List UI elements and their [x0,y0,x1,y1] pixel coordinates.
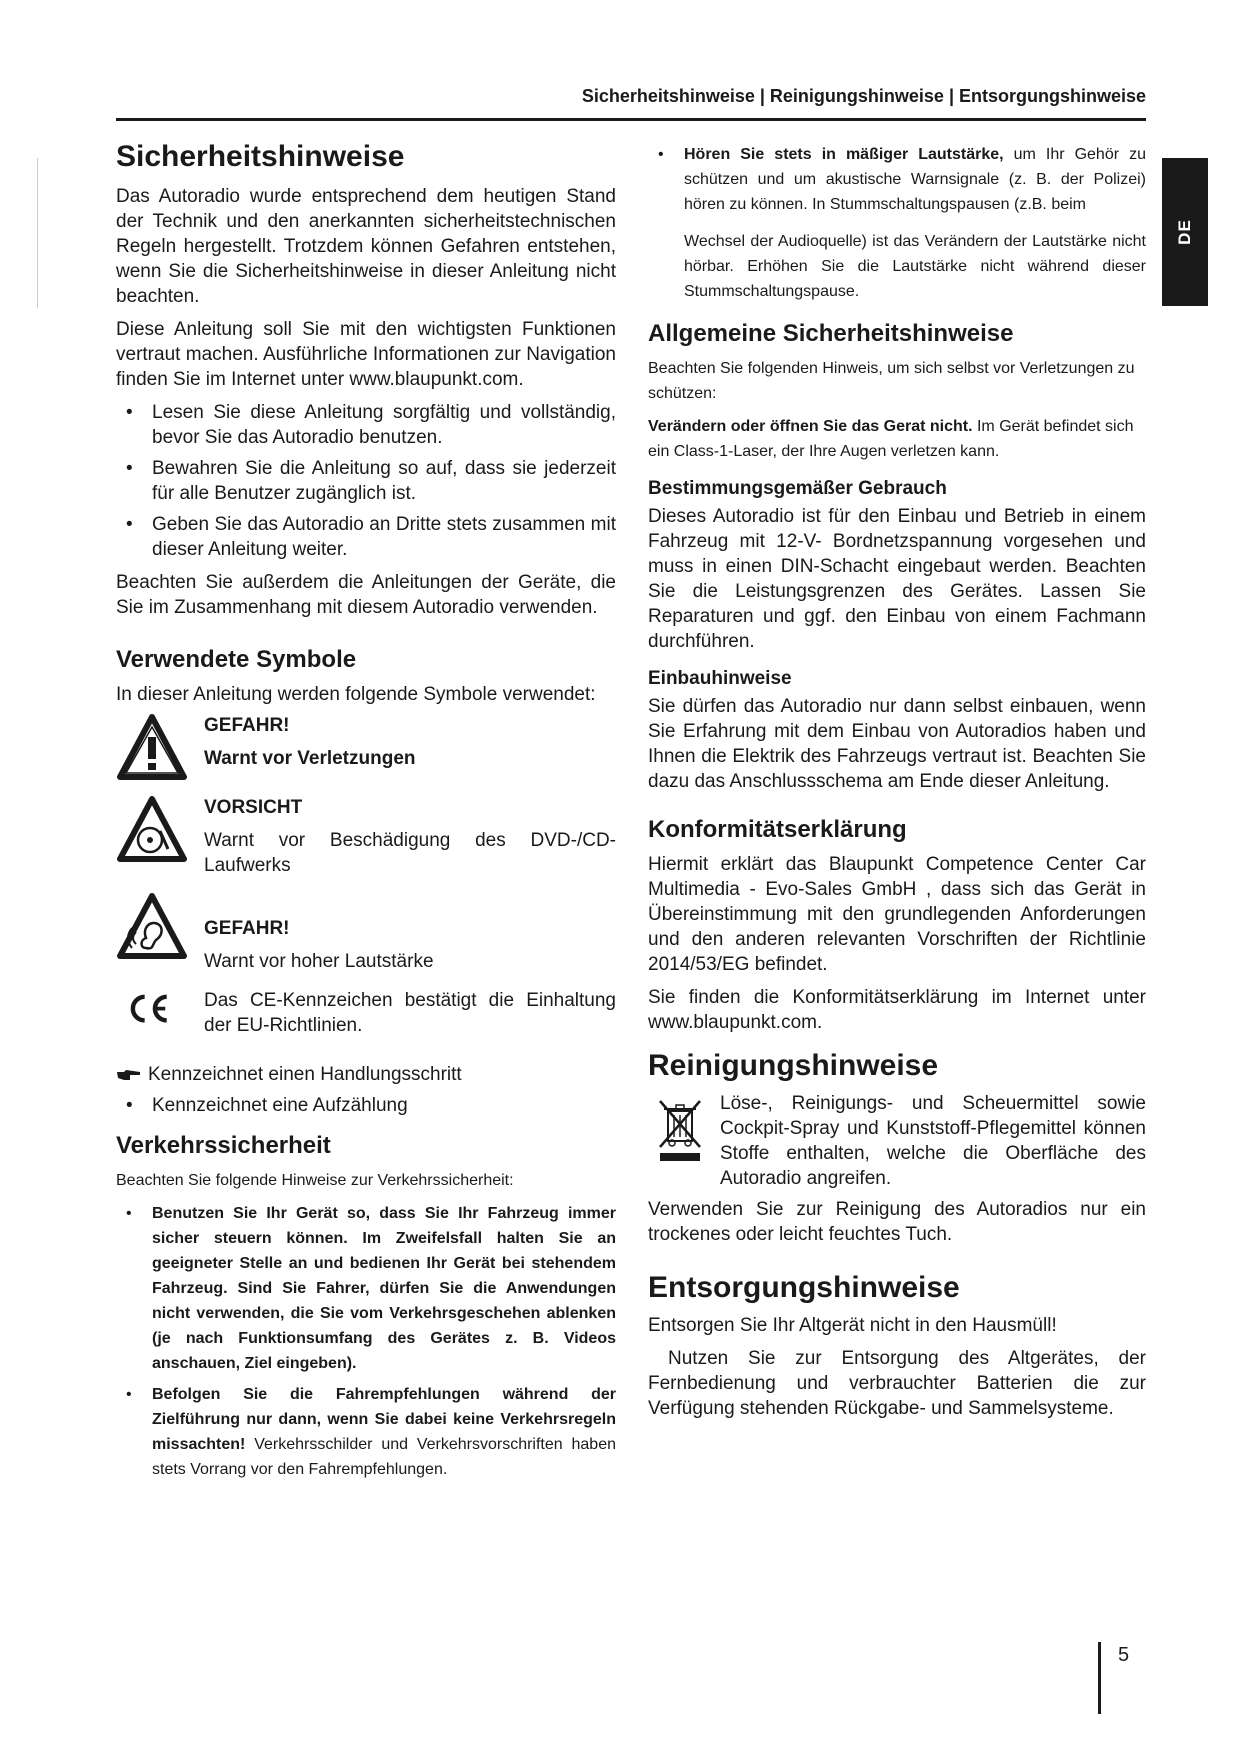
right-column [648,142,1146,1429]
page-number: 5 [1118,1644,1130,1666]
symbol-label: VORSICHT [204,797,303,818]
volume-bullet [648,142,1146,304]
list-item [116,1201,616,1376]
list-item: • Lesen Sie diese Anleitung sorgfältig und vollständig, bevor Sie das Autoradio benutzen. [116,400,616,450]
general-safety-title: Allgemeine Sicherheitshinweise [648,320,1014,347]
disposal-title: Entsorgungshinweise [648,1271,960,1304]
crossed-bin-icon [656,1097,704,1163]
conformity-title: Konformitätserklärung [648,816,907,843]
symbol-desc: Warnt vor Verletzungen [204,748,416,769]
left-column [116,136,616,1490]
install-text: Sie dürfen das Autoradio nur dann selbst einbauen, wenn Sie Erfahrung mit dem Einbau von Autoradios haben und Ihnen die Elektrik des Fahrzeugs vertraut ist. Beachten Sie dazu das Anschlussschema am Ende dieser Anleitung. [648,696,1146,792]
hand-symbol-text: Kennzeichnet einen Handlungsschritt [148,1064,462,1085]
conformity-text-2: Sie finden die Konformitätserklärung im Internet unter www.blaupunkt.com. [648,987,1146,1033]
disposal-text-1: Entsorgen Sie Ihr Altgerät nicht in den Hausmüll! [648,1315,1057,1336]
list-symbol-row [116,1093,616,1118]
ear-warning-icon [116,892,188,960]
header-breadcrumb: Sicherheitshinweise | Reinigungshinweise | Entsorgungshinweise [581,86,1146,106]
warning-triangle-icon [116,713,188,781]
list-item: • Geben Sie das Autoradio an Dritte stets zusammen mit dieser Anleitung weiter. [116,512,616,562]
list-item [116,1382,616,1482]
intended-use-title: Bestimmungsgemäßer Gebrauch [648,478,947,499]
traffic-bullet-2-bold: Befolgen Sie die Fahrempfehlungen während der Zielführung nur dann, wenn Sie dabei keine Verkehrsregeln missachten! [152,1386,616,1453]
general-safety-rest: Im Gerät befindet sich ein Class-1-Laser, der Ihre Augen verletzen kann. [648,418,1134,460]
symbol-label: GEFAHR! [204,715,290,736]
cleaning-text-2: Verwenden Sie zur Reinigung des Autoradios nur ein trockenes oder leicht feuchtes Tuch. [648,1199,1146,1245]
symbol-desc: Das CE-Kennzeichen bestätigt die Einhaltung der EU-Richtlinien. [204,990,616,1036]
volume-text-2: Wechsel der Audioquelle) ist das Verändern der Lautstärke nicht hörbar. Erhöhen Sie die Lautstärke nicht während dieser Stummschaltungspause. [684,233,1146,300]
section-title-safety: Sicherheitshinweise [116,140,405,173]
symbols-intro: In dieser Anleitung werden folgende Symbole verwendet: [116,684,596,705]
header-rule [116,118,1146,121]
symbol-row-ce [116,988,616,1038]
disposal-text-2: Nutzen Sie zur Entsorgung des Altgerätes, der Fernbedienung und verbrauchter Batterien die zur Verfügung stehenden Rückgabe- und Sammelsysteme. [648,1348,1146,1419]
volume-text-1: um Ihr Gehör zu schützen und um akustische Warnsignale (z. B. der Polizei) hören zu können. In Stummschaltungspausen (z.B. beim [684,146,1146,213]
traffic-title: Verkehrssicherheit [116,1132,331,1159]
symbol-row-volume [116,892,616,974]
list-item [648,142,1146,304]
disc-warning-icon [116,795,188,863]
hand-symbol-row [116,1062,616,1087]
cleaning-title: Reinigungshinweise [648,1049,939,1082]
general-safety-intro: Beachten Sie folgenden Hinweis, um sich selbst vor Verletzungen zu schützen: [648,360,1135,402]
safety-intro-1: Das Autoradio wurde entsprechend dem heutigen Stand der Technik und den anerkannten sicherheitstechnischen Regeln hergestellt. Trotzdem können Gefahren entstehen, wenn Sie die Sicherheitshinweise in dieser Anleitung nicht beachten. [116,186,616,307]
list-item: • Bewahren Sie die Anleitung so auf, dass sie jederzeit für alle Benutzer zugänglich ist. [116,456,616,506]
symbols-title: Verwendete Symbole [116,646,357,673]
safety-intro-2: Diese Anleitung soll Sie mit den wichtigsten Funktionen vertraut machen. Ausführliche Informationen zur Navigation finden Sie im Internet unter www.blaupunkt.com. [116,319,616,390]
cleaning-note [648,1091,1146,1191]
volume-bold: Hören Sie stets in mäßiger Lautstärke, [684,146,1004,163]
symbol-desc: Warnt vor hoher Lautstärke [204,951,434,972]
install-title: Einbauhinweise [648,668,792,689]
language-tab [1162,158,1208,306]
safety-intro-3: Beachten Sie außerdem die Anleitungen der Geräte, die Sie im Zusammenhang mit diesem Autoradio verwenden. [116,572,616,618]
ce-mark-icon [116,988,188,1038]
cleaning-text-1: Löse-, Reinigungs- und Scheuermittel sowie Cockpit-Spray und Kunststoff-Pflegemittel können Stoffe enthalten, welche die Oberfläche des Autoradio angreifen. [720,1093,1146,1189]
symbol-row-caution [116,795,616,878]
page-number-bar [1098,1642,1101,1714]
conformity-text-1: Hiermit erklärt das Blaupunkt Competence Center Car Multimedia - Evo-Sales GmbH , dass sich das Gerät in Übereinstimmung mit den grundlegenden Anforderungen und den anderen relevanten Vorschriften der Richtlinie 2014/53/EG befindet. [648,854,1146,975]
language-tab-label: DE [1175,219,1194,245]
symbol-row-danger [116,713,616,781]
list-item: • Kennzeichnet eine Aufzählung [116,1093,616,1118]
safety-bullet-list [116,400,616,562]
intended-use-text: Dieses Autoradio ist für den Einbau und Betrieb in einem Fahrzeug mit 12-V- Bordnetzspannung vorgesehen und muss in einen DIN-Schacht eingebaut werden. Beachten Sie die Leistungsgrenzen des Gerätes. Lassen Sie Reparaturen und ggf. den Einbau von einem Fachmann durchführen. [648,506,1146,652]
general-safety-bold: Verändern oder öffnen Sie das Gerat nicht. [648,418,973,435]
margin-line [37,158,38,308]
traffic-bullet-list [116,1201,616,1482]
pointing-hand-icon [116,1068,142,1082]
general-safety-note [648,414,1146,464]
symbol-label: GEFAHR! [204,918,290,939]
traffic-bullet-2-rest: Verkehrsschilder und Verkehrsvorschriften haben stets Vorrang vor den Fahrempfehlungen. [152,1436,616,1478]
traffic-bullet-1: Benutzen Sie Ihr Gerät so, dass Sie Ihr Fahrzeug immer sicher steuern können. Im Zweifelsfall halten Sie an geeigneter Stelle an und bedienen Ihr Gerät bei stehendem Fahrzeug. Sind Sie Fahrer, dürfen Sie die Anwendungen nicht verwenden, die Sie vom Verkehrsgeschehen ablenken (je nach Funktionsumfang des Gerätes z. B. Videos anschauen, Ziel eingeben). [152,1205,616,1372]
traffic-intro: Beachten Sie folgende Hinweise zur Verkehrssicherheit: [116,1172,514,1189]
symbol-desc: Warnt vor Beschädigung des DVD-/CD-Laufwerks [204,830,616,876]
